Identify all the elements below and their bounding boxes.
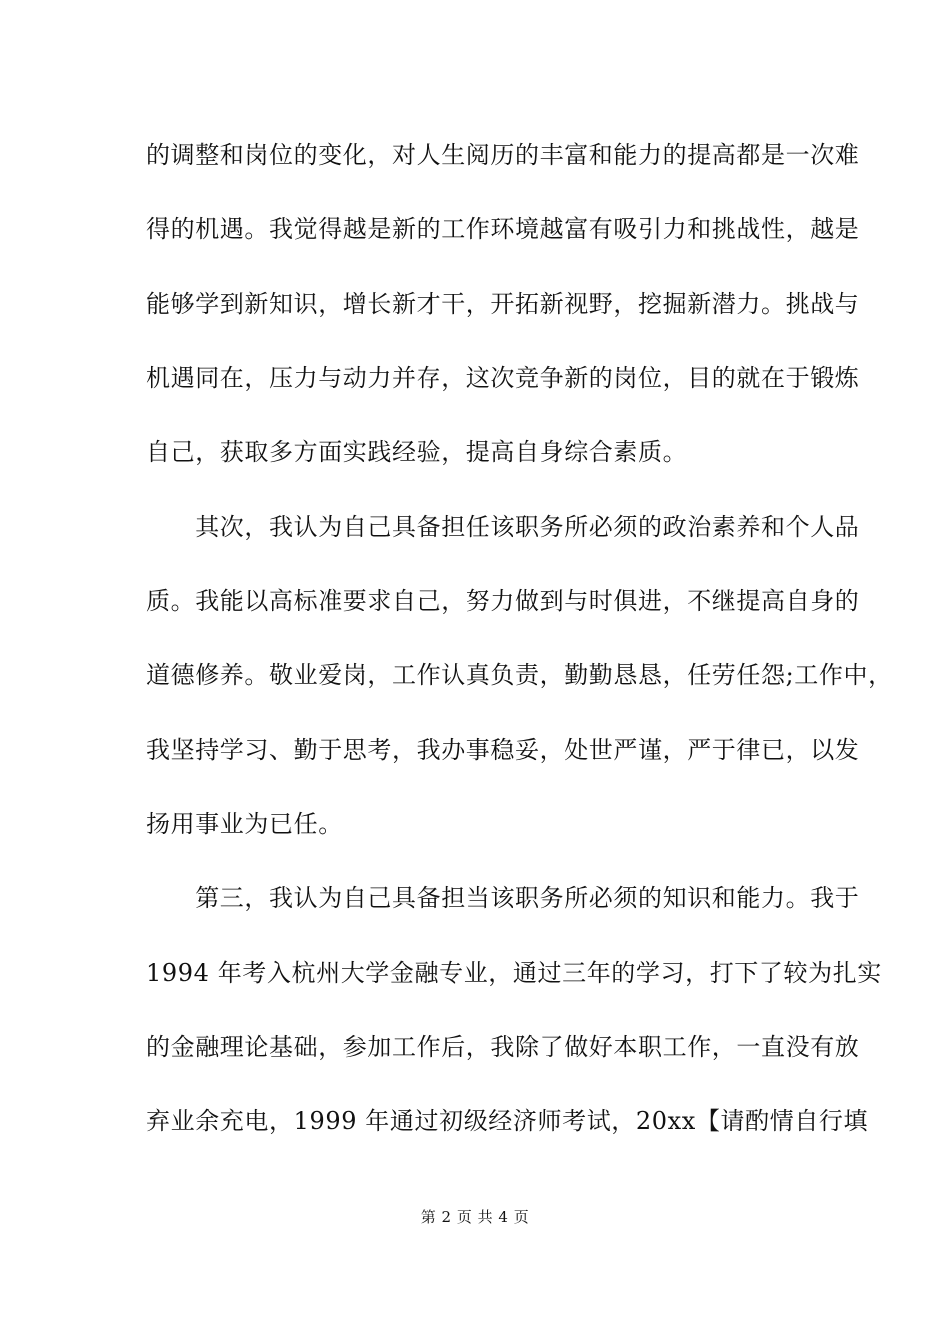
- body-text-line: 质。我能以高标准要求自己，努力做到与时俱进，不继提高自身的: [146, 587, 860, 615]
- body-text-line: 能够学到新知识，增长新才干，开拓新视野，挖掘新潜力。挑战与: [146, 290, 860, 318]
- body-text-line: 的金融理论基础，参加工作后，我除了做好本职工作，一直没有放: [146, 1033, 860, 1061]
- body-text-line: 道德修养。敬业爱岗，工作认真负责，勤勤恳恳，任劳任怨;工作中，: [146, 661, 893, 689]
- page-number-footer: 第 2 页 共 4 页: [420, 1208, 530, 1226]
- body-text-line: 机遇同在，压力与动力并存，这次竞争新的岗位，目的就在于锻炼: [146, 364, 860, 392]
- body-text-line: 第三，我认为自己具备担当该职务所必须的知识和能力。我于: [146, 884, 860, 912]
- body-text-line: 的调整和岗位的变化，对人生阅历的丰富和能力的提高都是一次难: [146, 141, 860, 169]
- body-text-line: 自己，获取多方面实践经验，提高自身综合素质。: [146, 438, 688, 466]
- body-text-line: 扬用事业为已任。: [146, 810, 343, 838]
- body-text-line: 弃业余充电，1999 年通过初级经济师考试，20xx【请酌情自行填: [146, 1107, 869, 1135]
- body-text-line: 1994 年考入杭州大学金融专业，通过三年的学习，打下了较为扎实: [146, 959, 882, 987]
- body-text-line: 其次，我认为自己具备担任该职务所必须的政治素养和个人品: [146, 513, 860, 541]
- body-text-line: 得的机遇。我觉得越是新的工作环境越富有吸引力和挑战性，越是: [146, 215, 860, 243]
- body-text-line: 我坚持学习、勤于思考，我办事稳妥，处世严谨，严于律已，以发: [146, 736, 860, 764]
